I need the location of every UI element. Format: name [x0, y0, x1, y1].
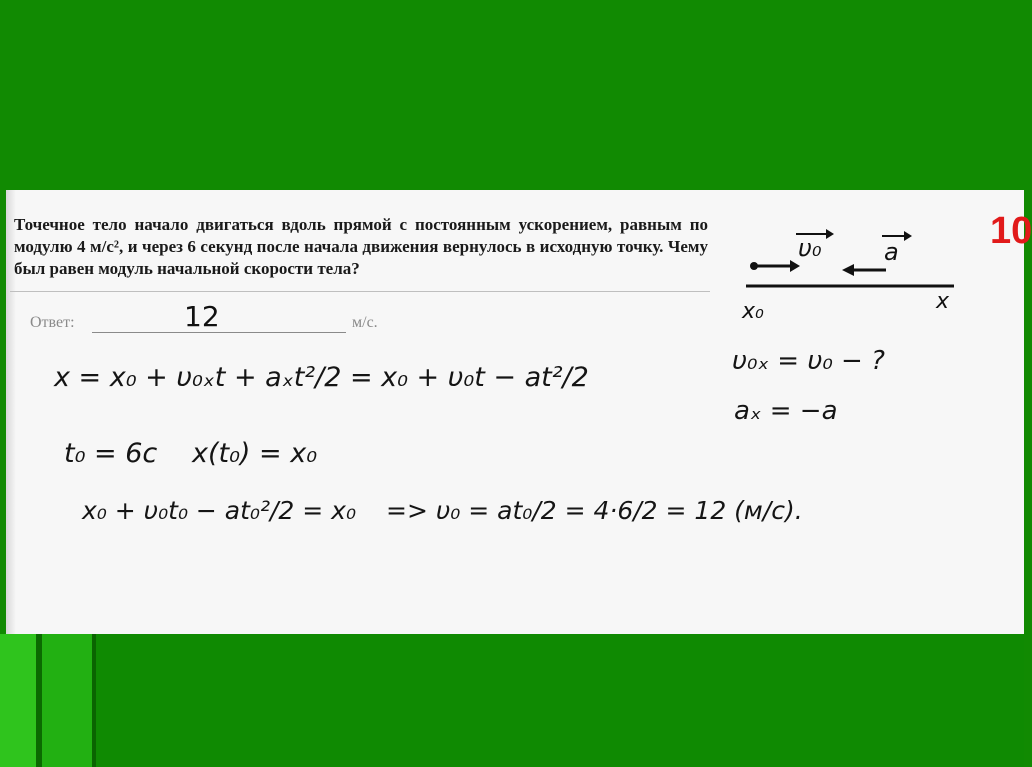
- bottom-green-band: [0, 634, 1024, 767]
- formula-line-3-result: => υ₀ = at₀/2 = 4·6/2 = 12 (м/с).: [386, 496, 803, 525]
- v0-label: υ₀: [798, 234, 822, 262]
- top-green-band: [0, 0, 1024, 190]
- formula-line-3-left: x₀ + υ₀t₀ − at₀²/2 = x₀: [82, 496, 356, 525]
- decor-stripe: [42, 634, 92, 767]
- problem-statement: Точечное тело начало двигаться вдоль прямой с постоянным ускорением, равным по модулю 4 м/с², и через 6 секунд после начала движения вернулось в исходную точку. Чему был равен модуль начальной скорости тела?: [14, 215, 708, 278]
- note-v0x: υ₀ₓ = υ₀ − ?: [732, 346, 885, 376]
- note-ax: aₓ = −a: [734, 396, 838, 426]
- decor-stripe: [92, 634, 96, 767]
- x-label: x: [936, 289, 950, 314]
- task-number: 10: [990, 210, 1032, 252]
- answer-unit: м/с.: [352, 314, 378, 331]
- answer-label: Ответ:: [30, 314, 75, 331]
- formula-condition: x(t₀) = x₀: [192, 438, 318, 469]
- formula-line-1: x = x₀ + υ₀ₓt + aₓt²/2 = x₀ + υ₀t − at²/2: [54, 362, 589, 393]
- a-vector-head: [904, 231, 912, 241]
- x0-label: x₀: [742, 299, 764, 324]
- v0-vector-head: [826, 229, 834, 239]
- motion-diagram: [732, 226, 992, 326]
- formula-t0: t₀ = 6c: [64, 438, 158, 469]
- divider: [10, 291, 710, 292]
- answer-value: 12: [184, 300, 220, 333]
- acceleration-arrowhead: [842, 264, 854, 276]
- slide-content: [6, 190, 1032, 634]
- decor-stripe: [0, 634, 36, 767]
- a-label: a: [884, 238, 899, 266]
